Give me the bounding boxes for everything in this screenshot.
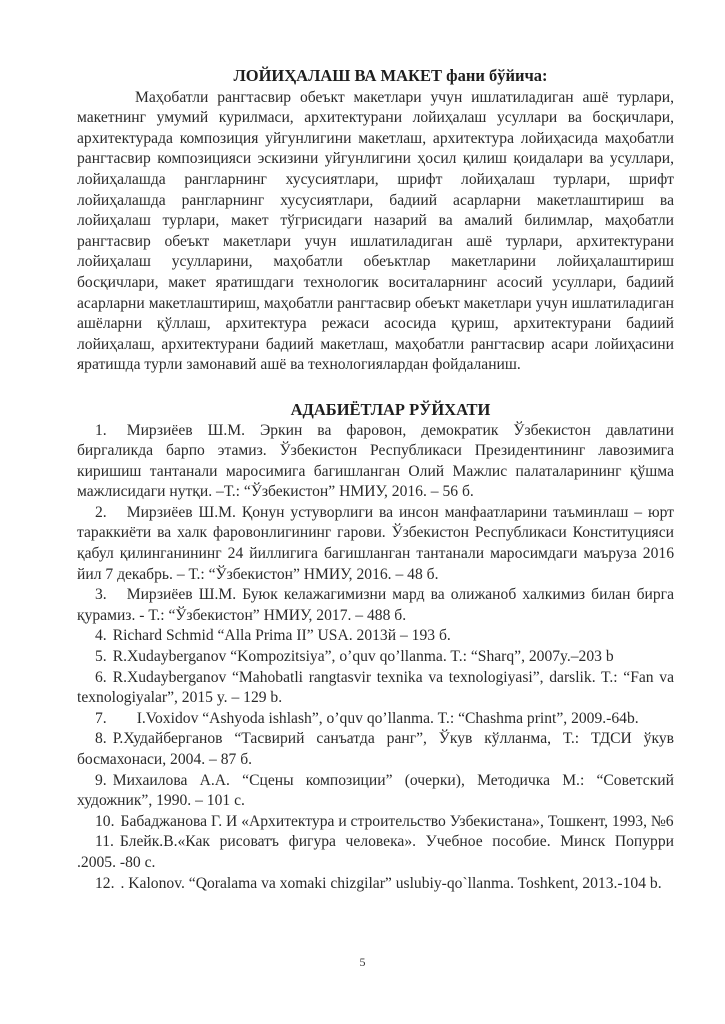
reference-text: Бабаджанова Г. И «Архитектура и строительство Узбекистана», Тошкент, 1993, №6 xyxy=(120,812,674,830)
references-list xyxy=(77,421,674,895)
reference-text: . Kalonov. “Qoralama va xomaki chizgilar” uslubiy-qo`llanma. Toshkent, 2013.-104 b. xyxy=(120,874,662,892)
reference-text: Мирзиёев Ш.М. Эркин ва фаровон, демократик Ўзбекистон давлатини биргаликда барпо этамиз. Ўзбекистон Республикаси Президентининг лавозимига киришиш тантанали маросимига багишланган Олий Мажлис палаталарининг қўшма мажлисидаги нутқи. –Т.: “Ўзбекистон” НМИУ, 2016. – 56 б. xyxy=(77,421,674,501)
reference-text: Richard Schmid “Alla Prima II” USA. 2013й – 193 б. xyxy=(112,627,451,645)
reference-number: 1. xyxy=(95,421,107,439)
reference-item xyxy=(77,771,674,812)
reference-item xyxy=(77,709,674,730)
reference-number: 12. xyxy=(95,874,115,892)
reference-text: R.Xudayberganov “Kompozitsiya”, o’quv qo’llanma. T.: “Sharq”, 2007y.–203 b xyxy=(112,648,614,666)
reference-number: 6. xyxy=(95,668,107,686)
reference-number: 8. xyxy=(95,730,107,748)
reference-item xyxy=(77,874,674,895)
reference-number: 9. xyxy=(95,771,107,789)
reference-item xyxy=(77,832,674,873)
reference-item xyxy=(77,729,674,770)
reference-text: Михаилова А.А. “Сцены композиции” (очерки), Методичка М.: “Советский художник”, 1990. – 101 с. xyxy=(77,771,674,810)
references-title: АДАБИЁТЛАР РЎЙХАТИ xyxy=(290,399,491,419)
reference-item xyxy=(77,421,674,503)
reference-item xyxy=(77,668,674,709)
reference-text: Р.Худайберганов “Тасвирий санъатда ранг”, Ўкув кўлланма, Т.: ТДСИ ўкув босмахонаси, 2004. – 87 б. xyxy=(77,730,674,768)
reference-item xyxy=(77,585,674,626)
reference-number: 4. xyxy=(95,627,107,645)
reference-text: I.Voxidov “Ashyoda ishlash”, o’quv qo’llanma. T.: “Chashma print”, 2009.-64b. xyxy=(136,709,639,727)
page-content xyxy=(77,66,674,894)
reference-item xyxy=(77,503,674,585)
reference-item xyxy=(77,812,674,833)
intro-paragraph: Маҳобатли рангтасвир обеъкт макетлари учун ишлатиладиган ашё турлари, макетнинг умумий курилмаси, архитектурани лойиҳалаш усуллари ва босқичлари, архитектурада композиция уйгунлигини макетлаш, архитектура лойиҳасида маҳобатли рангтасвир композицияси эскизини уйгунлигини ҳосил қилиш қоидалари ва усуллари, лойиҳалашда рангларнинг хусусиятлари, шрифт лойиҳалаш турлари, шрифт лойиҳалашда рангларнинг хусусиятлари, бадиий асарларни макетлаштириш ва лойиҳалаш турлари, макет тўгрисидаги назарий ва амалий билимлар, маҳобатли рангтасвир обеъкт макетлари учун ишлатиладиган ашё турлари, архитектурани лойиҳалаш усулларини, маҳобатли обеъктлар макетларини лойиҳалаштириш босқичлари, макет яратишдаги технологик воситаларнинг асосий усуллари, бадиий асарларни макетлаштириш, маҳобатли рангтасвир обеъкт макетлари учун ишлатиладиган ашёларни қўллаш, архитектура режаси асосида қуриш, архитектурани бадиий лойиҳалаш, архитектурани бадиий макетлаш, маҳобатли рангтасвир асари лойиҳасини яратишда турли замонавий ашё ва технологиялардан фойдаланиш. xyxy=(77,88,674,374)
reference-number: 7. xyxy=(95,709,107,727)
reference-text: Мирзиёев Ш.М. Қонун устуворлиги ва инсон манфаатларини таъминлаш – юрт тараккиёти ва халк фаровонлигининг гарови. Ўзбекистон Республикаси Конституцияси қабул қилинганининг 24 йиллигига багишланган тантанали маросимдаги маъруза 2016 йил 7 декабрь. – Т.: “Ўзбекистон” НМИУ, 2016. – 48 б. xyxy=(77,503,674,583)
reference-text: Блейк.В.«Как рисоватъ фигура человека». Учебное пособие. Минск Попурри .2005. -80 с. xyxy=(77,833,674,871)
reference-number: 2. xyxy=(95,503,107,521)
reference-item xyxy=(77,626,674,647)
section-title-design-and-model: ЛОЙИҲАЛАШ ВА МАКЕТ фани бўйича: xyxy=(233,66,548,85)
reference-text: Мирзиёев Ш.М. Буюк келажагимизни мард ва олижаноб халкимиз билан бирга қурамиз. - Т.: “Ўзбекистон” НМИУ, 2017. – 488 б. xyxy=(77,586,674,624)
reference-number: 11. xyxy=(95,833,114,851)
page-number: 5 xyxy=(359,955,366,969)
reference-item xyxy=(77,647,674,668)
reference-number: 10. xyxy=(95,812,115,830)
reference-number: 3. xyxy=(95,586,107,604)
reference-text: R.Xudayberganov “Mahobatli rangtasvir texnika va texnologiyasi”, darslik. T.: “Fan va texnologiyalar”, 2015 y. – 129 b. xyxy=(77,668,674,707)
reference-number: 5. xyxy=(95,648,107,666)
